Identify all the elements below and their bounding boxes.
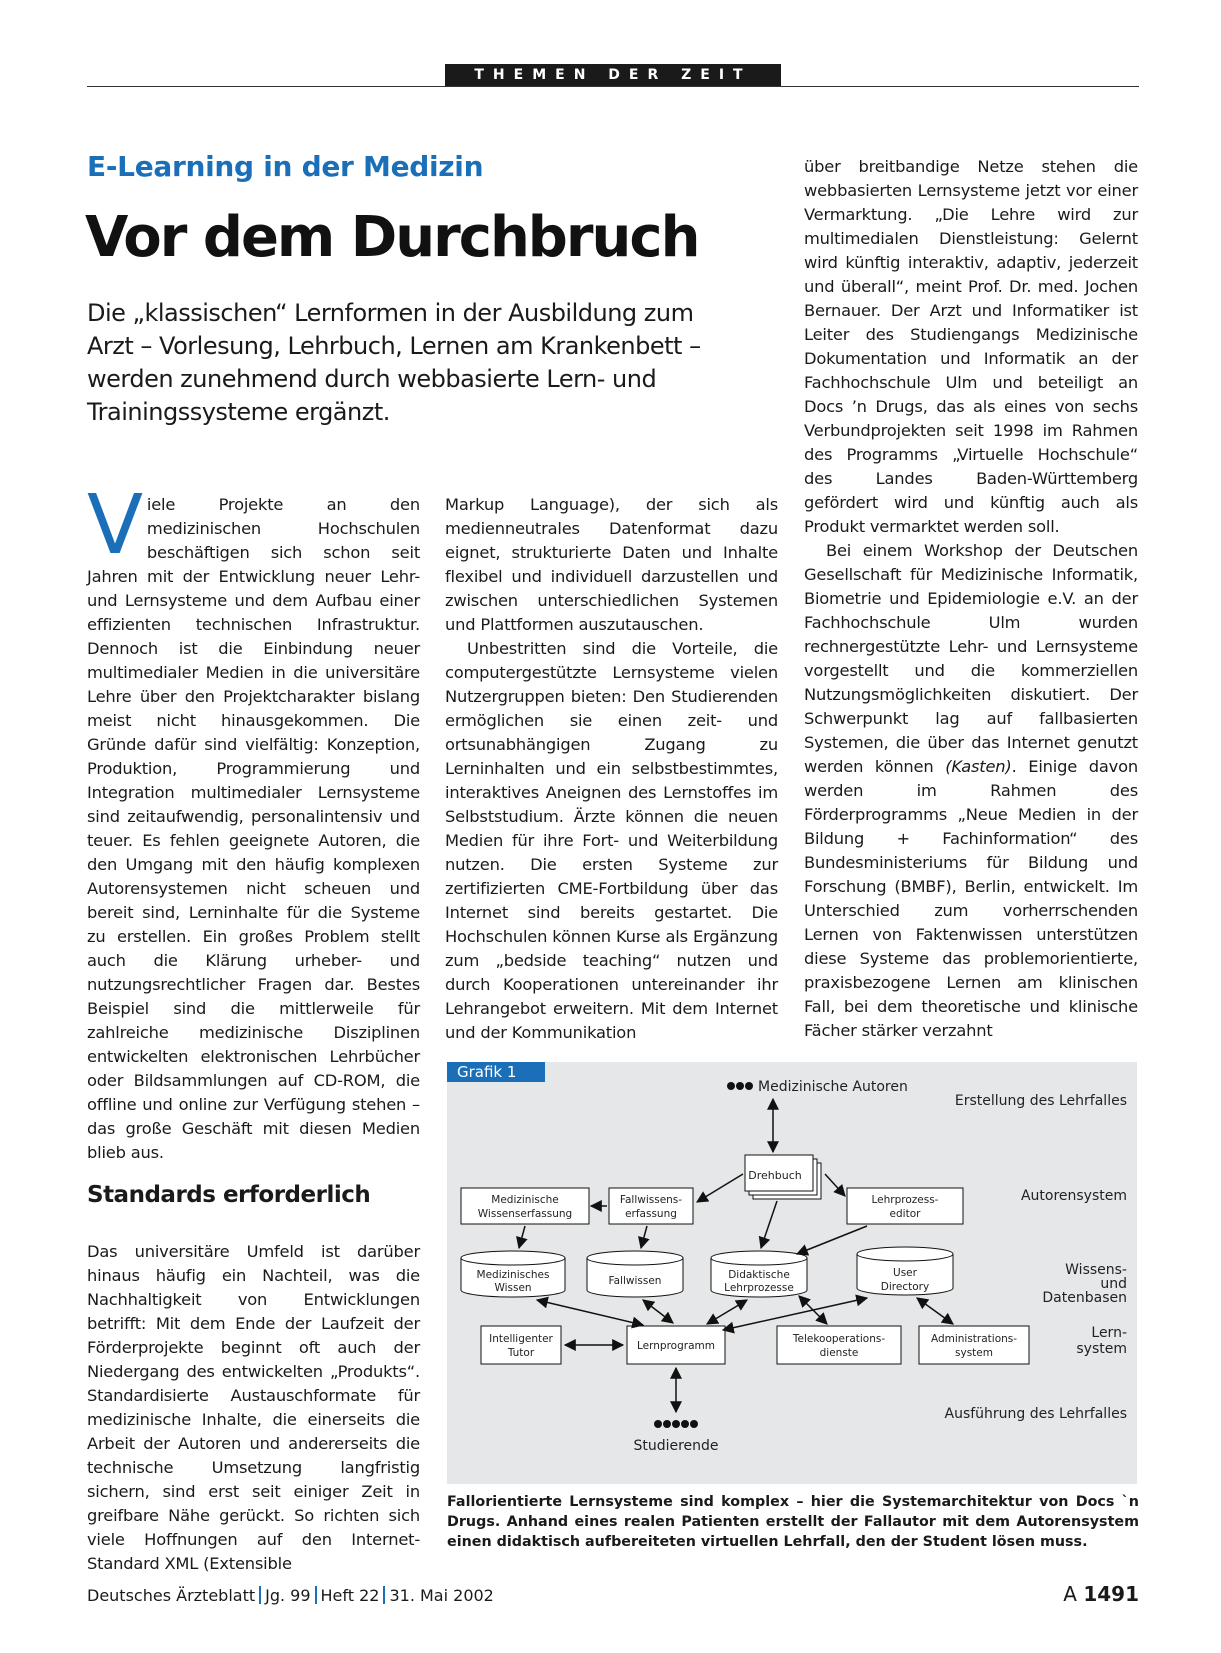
drehbuch-label: Drehbuch	[748, 1169, 802, 1182]
label-lernsystem: Lern-	[1091, 1325, 1127, 1341]
header-rule	[87, 86, 1139, 87]
med-wissen-db	[461, 1251, 565, 1297]
db-label: Wissen	[494, 1282, 532, 1294]
issue: Heft 22	[320, 1586, 380, 1605]
architecture-diagram	[447, 1062, 1137, 1484]
db-label: Fallwissen	[608, 1275, 662, 1287]
db-label: Lehrprozesse	[724, 1282, 794, 1294]
fallwissen-db	[587, 1251, 683, 1297]
article-title: Vor dem Durchbruch	[85, 205, 699, 270]
db-label: Directory	[880, 1281, 930, 1293]
subheading: Standards erforderlich	[87, 1182, 371, 1208]
user-directory-db	[857, 1247, 953, 1295]
box-label: editor	[889, 1208, 921, 1220]
arrow	[761, 1201, 777, 1248]
wissenserfassung-box	[461, 1188, 589, 1224]
box-label: dienste	[819, 1347, 859, 1359]
article-lead: Die „klassischen“ Lernformen in der Ausbildung zum Arzt – Vorlesung, Lehrbuch, Lernen am Krankenbett – werden zunehmend durch webbasierte Lern- und Trainingssysteme ergänzt.	[87, 299, 701, 426]
box-label: Lernprogramm	[637, 1340, 715, 1352]
label-datenbasen: und	[1100, 1276, 1127, 1292]
autoren-label: Medizinische Autoren	[758, 1079, 908, 1095]
box-label: Wissenserfassung	[477, 1208, 573, 1220]
label-datenbasen: Wissens-	[1065, 1262, 1127, 1278]
kasten-reference: (Kasten)	[945, 757, 1012, 776]
didaktische-lehrprozesse-db	[711, 1251, 807, 1297]
section-header: THEMEN DER ZEIT	[445, 64, 781, 86]
page-prefix: A	[1063, 1582, 1077, 1606]
box-label: system	[955, 1347, 993, 1359]
separator	[383, 1586, 385, 1604]
footer-citation	[87, 1586, 494, 1605]
paragraph	[87, 478, 420, 1165]
arrow	[723, 1298, 867, 1330]
db-label: Medizinisches	[476, 1269, 550, 1281]
arrow	[643, 1300, 673, 1323]
column-1-continued	[87, 1240, 420, 1576]
column-1	[87, 478, 420, 1165]
box-label: Administrations-	[930, 1333, 1018, 1345]
box-label: Intelligenter	[489, 1333, 553, 1345]
dropcap: V	[87, 478, 143, 573]
arrow	[697, 1174, 743, 1202]
arrow	[797, 1226, 867, 1254]
paragraph-text: . Einige davon werden im Rahmen des Förderprogramms „Neue Medien in der Bildung + Fachinformation“ des Bundesministeriums für Bildung und Forschung (BMBF), Berlin, entwickelt. Im Unterschied zum vorherrschenden Lernen von Faktenwissen unterstützen diese Systeme das problemorientierte, praxisbezogene Lernen am klinischen Fall, bei dem theoretische und klinische Fächer stärker verzahnt	[804, 757, 1138, 1040]
label-erstellung: Erstellung des Lehrfalles	[954, 1093, 1127, 1109]
arrow	[707, 1300, 747, 1324]
arrow	[641, 1226, 647, 1248]
box-label: Tutor	[507, 1347, 535, 1359]
figure-tag: Grafik 1	[447, 1062, 545, 1082]
date: 31. Mai 2002	[389, 1586, 494, 1605]
paragraph: Markup Language), der sich als medienneutrales Datenformat dazu eignet, strukturierte Daten und Inhalte flexibel und individuell darzustellen und zwischen unterschiedlichen Systemen und Plattformen auszutauschen.	[445, 495, 778, 634]
box-label: erfassung	[625, 1208, 677, 1220]
volume: Jg. 99	[265, 1586, 311, 1605]
arrow	[825, 1174, 845, 1196]
system-architecture-figure	[447, 1062, 1137, 1484]
label-datenbasen: Datenbasen	[1042, 1290, 1127, 1306]
telekooperation-box	[777, 1326, 901, 1364]
autoren-node	[727, 1079, 908, 1095]
lernprogramm-box	[627, 1326, 725, 1364]
tutor-box	[481, 1326, 561, 1364]
administration-box	[919, 1326, 1029, 1364]
page-value: 1491	[1083, 1582, 1139, 1606]
studierende-label: Studierende	[633, 1438, 719, 1454]
separator	[315, 1586, 317, 1604]
studierende-node	[633, 1420, 718, 1454]
label-ausfuehrung: Ausführung des Lehrfalles	[944, 1406, 1127, 1422]
figure-caption: Fallorientierte Lernsysteme sind komplex – hier die Systemarchitektur von Docs `n Drugs. Anhand eines realen Patienten erstellt der Fallautor mit dem Autorensystem einen didaktisch aufbereiteten virtuellen Lehrfall, den der Student lösen muss.	[447, 1494, 1139, 1550]
label-lernsystem: system	[1076, 1341, 1127, 1357]
paragraph: über breitbandige Netze stehen die webbasierten Lernsysteme jetzt vor einer Vermarktung. „Die Lehre wird zur multimedialen Dienstleistung: Gelernt wird künftig interaktiv, adaptiv, jederzeit und überall“, meint Prof. Dr. med. Jochen Bernauer. Der Arzt und Informatiker ist Leiter des Studiengangs Medizinische Dokumentation und Informatik an der Fachhochschule Ulm und beteiligt an Docs ’n Drugs, das als eines von sechs Verbundprojekten seit 1998 im Rahmen des Programms „Virtuelle Hochschule“ des Landes Baden-Württemberg gefördert wird und künftig auch als Produkt vermarktet werden soll.	[804, 157, 1138, 536]
article-kicker: E-Learning in der Medizin	[87, 150, 484, 183]
box-label: Medizinische	[491, 1194, 559, 1206]
arrow	[917, 1298, 953, 1324]
paragraph-text: Bei einem Workshop der Deutschen Gesellschaft für Medizinische Informatik, Biometrie und Epidemiologie e.V. an der Fachhochschule Ulm wurden rechnergestützte Lehr- und Lernsysteme vorgestellt und die kommerziellen Nutzungsmöglichkeiten diskutiert. Der Schwerpunkt lag auf fallbasierten Systemen, die über das Internet genutzt werden können	[804, 541, 1138, 776]
box-label: Fallwissens-	[619, 1194, 683, 1206]
arrow	[537, 1300, 643, 1325]
paragraph: Unbestritten sind die Vorteile, die computergestützte Lernsysteme vielen Nutzergruppen bieten: Den Studierenden ermöglichen sie einen zeit- und ortsunabhängigen Zugang zu Lerninhalten und ein selbstbestimmtes, interaktives Aneignen des Lernstoffes im Selbststudium. Ärzte können die neuen Medien für ihre Fort- und Weiterbildung nutzen. Die ersten Systeme zur zertifizierten CME-Fortbildung über das Internet sind bereits gestartet. Die Hochschulen können Kurse als Ergänzung zum „bedside teaching“ nutzen und durch Kooperationen untereinander ihr Lehrangebot erweitern. Mit dem Internet und der Kommunikation	[445, 639, 778, 1042]
drehbuch-node	[745, 1155, 821, 1199]
column-2	[445, 493, 778, 1045]
column-3	[804, 155, 1138, 1043]
arrow	[519, 1226, 525, 1248]
db-label: User	[893, 1267, 917, 1279]
journal-name: Deutsches Ärzteblatt	[87, 1586, 256, 1605]
paragraph-text: iele Projekte an den medizinischen Hochschulen beschäftigen sich schon seit Jahren mit der Entwicklung neuer Lehr- und Lernsysteme und dem Aufbau einer effizienten technischen Infrastruktur. Dennoch ist die Einbindung neuer multimedialer Medien in die universitäre Lehre über den Projektcharakter bislang meist nicht hinausgekommen. Die Gründe dafür sind vielfältig: Konzeption, Produktion, Programmierung und Integration multimedialer Lernsysteme sind zeitaufwendig, personalintensiv und teuer. Es fehlen geeignete Autoren, die den Umgang mit den häufig komplexen Autorensystemen nicht scheuen und bereit sind, Lerninhalte für die Systeme zu erstellen. Ein großes Problem stellt auch die Klärung urheber- und nutzungsrechtlicher Fragen dar. Bestes Beispiel sind die mittlerweile für zahlreiche medizinische Disziplinen entwickelten elektronischen Lehrbücher oder Bildsammlungen auf CD-ROM, die offline und online zur Verfügung stehen – das große Geschäft mit diesen Medien blieb aus.	[87, 495, 420, 1162]
db-label: Didaktische	[728, 1269, 790, 1281]
lehrprozesseditor-box	[847, 1188, 963, 1224]
page-number	[1063, 1582, 1139, 1606]
separator	[259, 1586, 261, 1604]
box-label: Telekooperations-	[792, 1333, 886, 1345]
label-autorensystem: Autorensystem	[1020, 1188, 1127, 1204]
paragraph: Das universitäre Umfeld ist darüber hinaus häufig ein Nachteil, was die Nachhaltigkeit von Entwicklungen betrifft: Mit dem Ende der Laufzeit der Förderprojekte beginnt oft auch der Niedergang des entwickelten „Produkts“. Standardisierte Austauschformate für medizinische Inhalte, die einerseits die Arbeit der Autoren und andererseits die technische Umsetzung langfristig sichern, sind erst seit einiger Zeit in greifbare Nähe gerückt. So richten sich viele Hoffnungen auf den Internet-Standard XML (Extensible	[87, 1242, 420, 1573]
arrow	[799, 1296, 827, 1324]
paragraph	[804, 539, 1138, 1043]
fallwissenserfassung-box	[609, 1188, 693, 1224]
box-label: Lehrprozess-	[871, 1194, 939, 1206]
